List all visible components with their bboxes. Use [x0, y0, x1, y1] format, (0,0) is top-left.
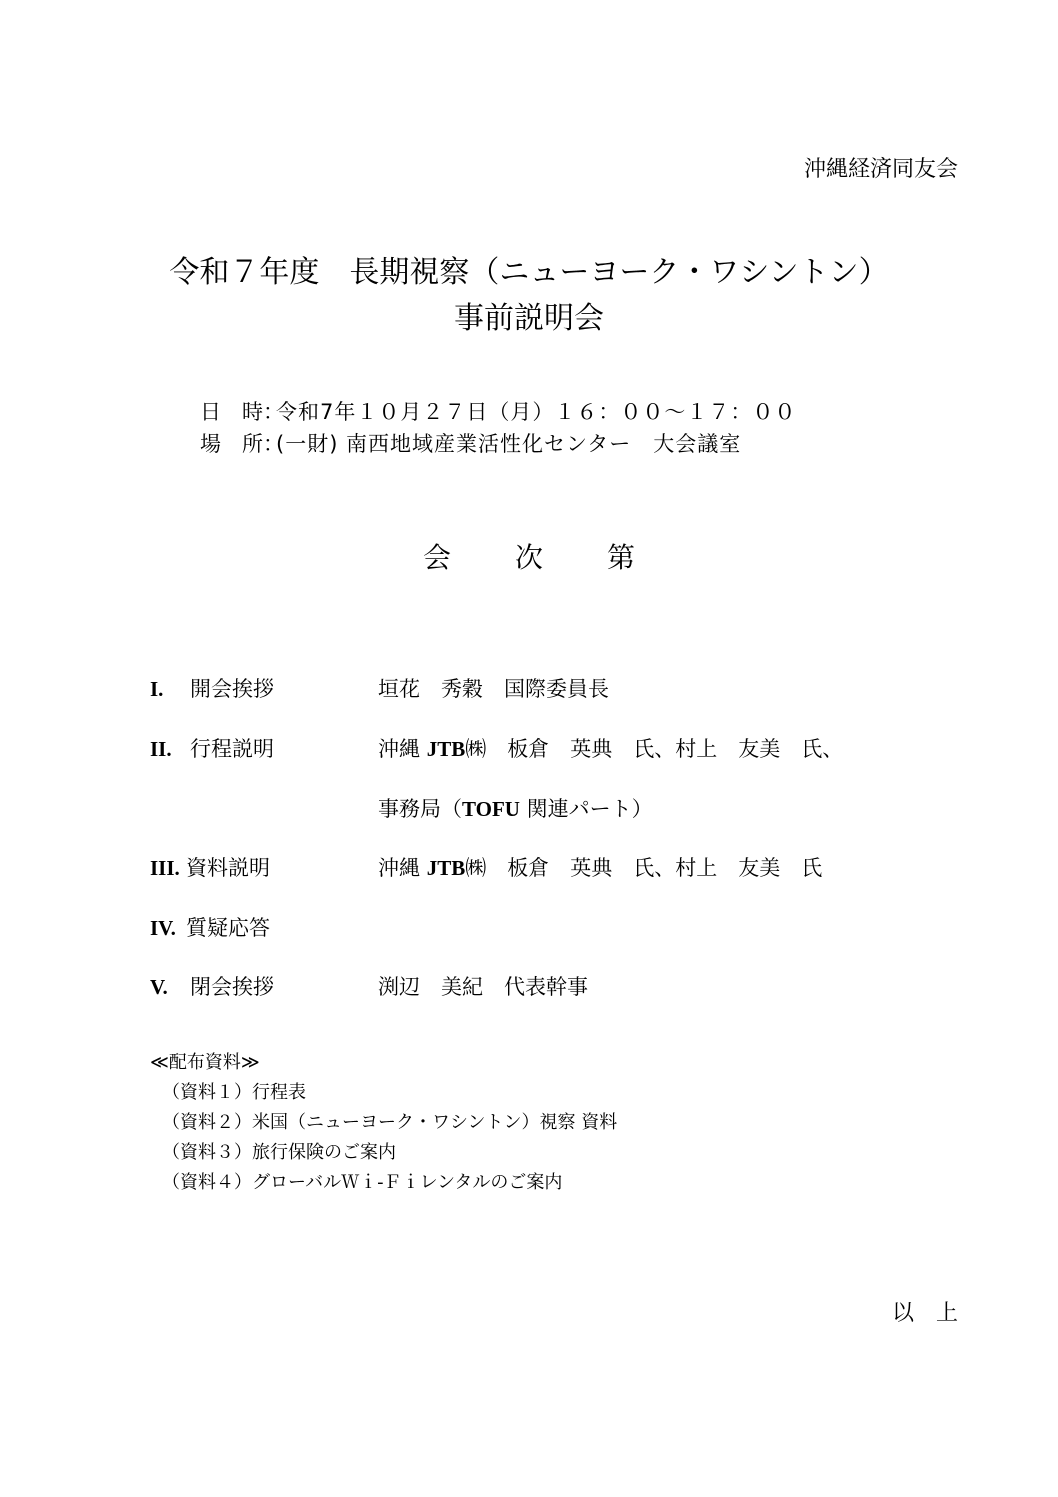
agenda-number: I.: [150, 677, 164, 701]
agenda-speaker: 事務局（TOFU 関連パート）: [378, 797, 653, 821]
place-label: 場 所：: [200, 432, 284, 456]
agenda-item-2: [150, 734, 844, 764]
agenda-speaker: 垣花 秀穀 国際委員長: [378, 677, 609, 701]
agenda-title: 資料説明: [186, 856, 270, 880]
datetime-value: 令和7年１０月２７日（月）１６：００〜１７：００: [276, 400, 797, 424]
place-line: [200, 428, 741, 460]
heading-char: 会: [422, 541, 451, 574]
heading-char: 第: [607, 541, 636, 574]
agenda-number: II.: [150, 737, 172, 761]
agenda-speaker: 渕辺 美紀 代表幹事: [378, 975, 588, 999]
agenda-number: III.: [150, 856, 180, 880]
material-item-2: （資料２）米国（ニューヨーク・ワシントン）視察 資料: [162, 1112, 618, 1133]
agenda-item-5: [150, 972, 588, 1002]
material-item-1: （資料１）行程表: [162, 1082, 306, 1103]
distributed-materials: [150, 1048, 617, 1198]
materials-heading: ≪配布資料≫: [150, 1052, 260, 1073]
agenda-item-1: [150, 674, 609, 704]
place-value: (一財) 南西地域産業活性化センター 大会議室: [276, 432, 742, 456]
agenda-title: 質疑応答: [186, 916, 270, 940]
document-title: 令和７年度 長期視察（ニューヨーク・ワシントン）: [169, 255, 889, 290]
material-item-4: （資料４）グローバルＷｉ-Ｆｉレンタルのご案内: [162, 1172, 563, 1193]
agenda-title: 閉会挨拶: [190, 975, 274, 999]
agenda-number: IV.: [150, 916, 176, 940]
material-item-3: （資料３）旅行保険のご案内: [162, 1142, 396, 1163]
agenda-item-4: [150, 913, 270, 943]
agenda-heading: [0, 536, 1058, 576]
organization-name: 沖縄経済同友会: [803, 157, 958, 182]
agenda-number: V.: [150, 975, 168, 999]
closing-char: 以: [891, 1301, 914, 1326]
agenda-title: 行程説明: [190, 737, 274, 761]
datetime-label: 日 時：: [200, 400, 284, 424]
agenda-speaker: 沖縄 JTB㈱ 板倉 英典 氏、村上 友美 氏、: [378, 737, 844, 761]
datetime-line: [200, 396, 796, 428]
agenda-item-3: [150, 853, 823, 883]
document-subtitle: 事前説明会: [454, 301, 604, 336]
agenda-title: 開会挨拶: [190, 677, 274, 701]
closing-char: 上: [935, 1301, 958, 1326]
agenda-speaker: 沖縄 JTB㈱ 板倉 英典 氏、村上 友美 氏: [378, 856, 823, 880]
closing-mark: [892, 1296, 958, 1327]
heading-char: 次: [514, 541, 543, 574]
